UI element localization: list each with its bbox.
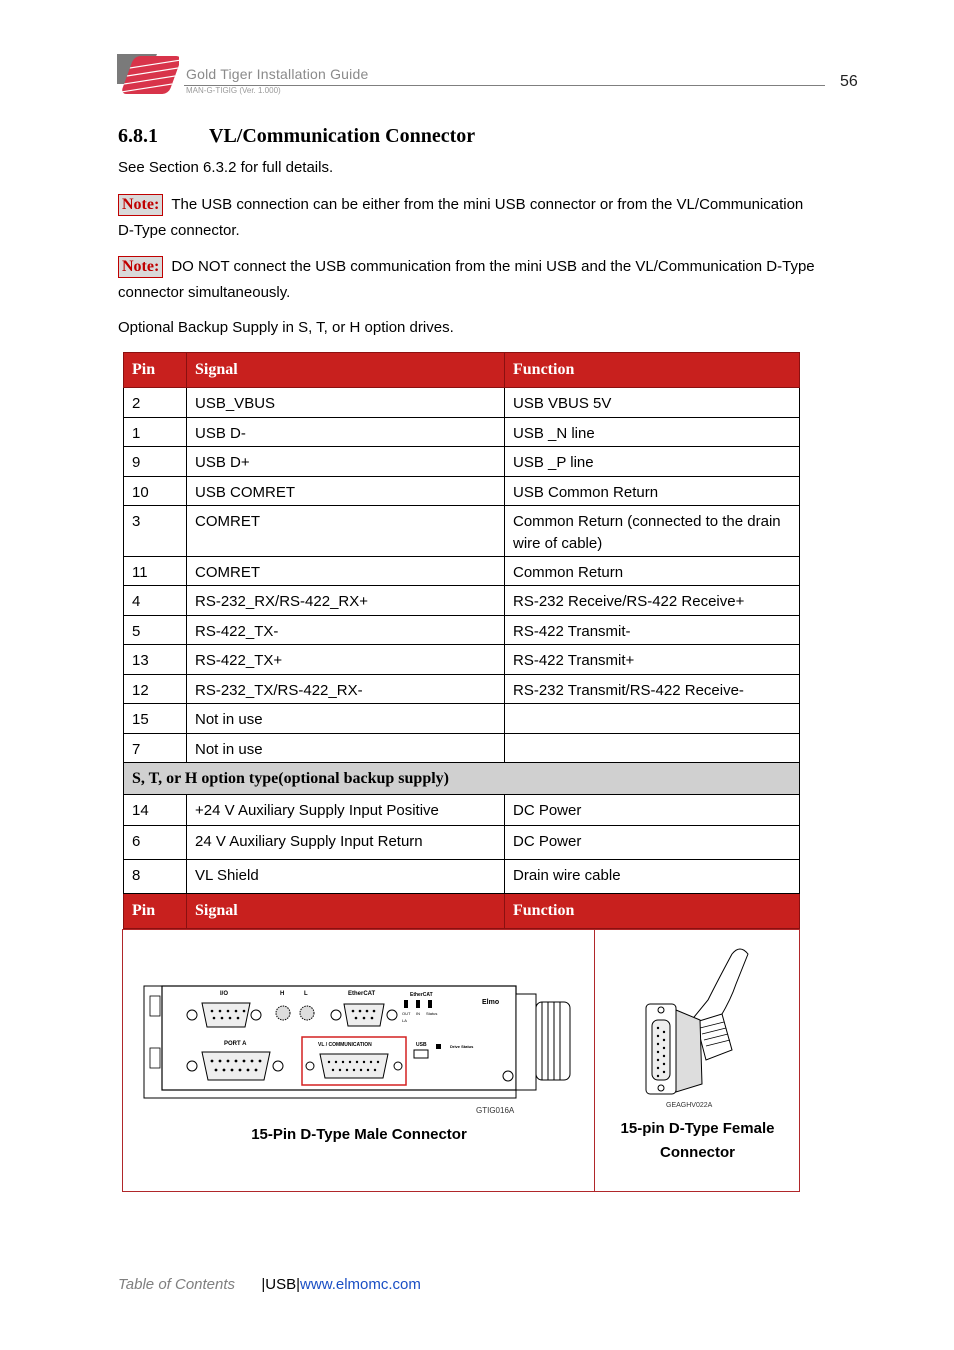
cell-pin: 13 [124, 645, 187, 675]
footer-separator: | [261, 1276, 266, 1293]
rotary-switch-l-icon [300, 1006, 314, 1020]
in-label: IN [416, 1011, 420, 1016]
document-code: MAN-G-TIGIG (Ver. 1.000) [186, 86, 281, 95]
footer-separator: | [296, 1276, 301, 1293]
status-label: Status [426, 1011, 438, 1016]
ethercat-label: EtherCAT [348, 991, 376, 997]
group-header-row [124, 763, 800, 795]
header-pin: Pin [124, 894, 187, 929]
cell-signal: RS-422_TX- [187, 616, 505, 645]
cell-signal: VL Shield [187, 860, 505, 894]
vl-comm-label: VL / COMMUNICATION [318, 1042, 372, 1048]
cell-signal: RS-232_RX/RS-422_RX+ [187, 586, 505, 616]
cell-function: USB _N line [505, 418, 800, 447]
header-signal: Signal [187, 894, 505, 929]
usb-label: USB [416, 1042, 427, 1048]
section-title: VL/Communication Connector [209, 125, 476, 147]
table-row [124, 645, 800, 675]
female-figure-code: GEAGHV022A [666, 1102, 713, 1109]
table-row [124, 557, 800, 586]
io-label: I/O [220, 991, 229, 997]
table-row [124, 506, 800, 557]
out-label: OUT [402, 1011, 411, 1016]
note-label: Note: [118, 194, 163, 216]
drive-panel-diagram [140, 980, 580, 1130]
cell-function [505, 704, 800, 734]
cell-pin: 2 [124, 388, 187, 418]
page-footer [118, 1276, 421, 1293]
table-of-contents-link[interactable]: Table of Contents [118, 1276, 236, 1293]
female-dtype-connector-icon [636, 944, 766, 1112]
header-signal: Signal [187, 353, 505, 388]
note-2 [118, 254, 818, 306]
cell-signal: +24 V Auxiliary Supply Input Positive [187, 795, 505, 826]
table-row [124, 616, 800, 645]
cell-pin: 3 [124, 506, 187, 557]
cell-signal: COMRET [187, 557, 505, 586]
cell-pin: 10 [124, 477, 187, 506]
cell-pin: 15 [124, 704, 187, 734]
cell-signal: USB D+ [187, 447, 505, 477]
cell-function: DC Power [505, 795, 800, 826]
table-row [124, 734, 800, 763]
header-function: Function [505, 894, 800, 929]
page-number: 56 [840, 73, 858, 90]
rotary-switch-h-icon [276, 1006, 290, 1020]
port-a-label: PORT A [224, 1041, 247, 1047]
cell-pin: 6 [124, 826, 187, 860]
cell-signal: Not in use [187, 704, 505, 734]
figure-divider [594, 929, 595, 1192]
cell-signal: 24 V Auxiliary Supply Input Return [187, 826, 505, 860]
cell-function: RS-232 Transmit/RS-422 Receive- [505, 675, 800, 704]
male-figure-code: GTIG016A [476, 1106, 515, 1115]
table-row [124, 418, 800, 447]
optional-backup-text: Optional Backup Supply in S, T, or H option drives. [118, 319, 454, 336]
header-pin: Pin [124, 353, 187, 388]
cell-signal: Not in use [187, 734, 505, 763]
male-connector-caption: 15-Pin D-Type Male Connector [251, 1126, 467, 1143]
group-title: S, T, or H option type(optional backup supply) [124, 763, 800, 795]
pinout-table [123, 352, 800, 929]
note-label: Note: [118, 256, 163, 278]
elmo-logo-icon [117, 54, 179, 96]
header-function: Function [505, 353, 800, 388]
female-connector-caption: 15-pin D-Type Female Connector [620, 1120, 775, 1161]
cell-signal: USB D- [187, 418, 505, 447]
website-link[interactable]: www.elmomc.com [300, 1276, 421, 1293]
cell-pin: 7 [124, 734, 187, 763]
table-row [124, 477, 800, 506]
cell-pin: 12 [124, 675, 187, 704]
cell-signal: RS-232_TX/RS-422_RX- [187, 675, 505, 704]
table-row [124, 704, 800, 734]
table-row [124, 447, 800, 477]
table-footer-header-row [124, 894, 800, 929]
section-number: 6.8.1 [118, 125, 158, 147]
cell-function: RS-422 Transmit- [505, 616, 800, 645]
cell-function: DC Power [505, 826, 800, 860]
see-section-text: See Section 6.3.2 for full details. [118, 159, 334, 176]
drive-status-label: Drive Status [450, 1044, 474, 1049]
cell-function: Common Return (connected to the drain wire of cable) [505, 506, 800, 557]
cell-pin: 8 [124, 860, 187, 894]
cell-pin: 9 [124, 447, 187, 477]
l-label: L [304, 991, 308, 997]
cell-function: RS-422 Transmit+ [505, 645, 800, 675]
cell-function: RS-232 Receive/RS-422 Receive+ [505, 586, 800, 616]
cell-function: USB VBUS 5V [505, 388, 800, 418]
la-label: LA [402, 1018, 407, 1023]
table-row [124, 388, 800, 418]
document-title: Gold Tiger Installation Guide [186, 66, 369, 82]
note-1 [118, 192, 818, 244]
cell-signal: COMRET [187, 506, 505, 557]
h-label: H [280, 991, 285, 997]
cell-pin: 4 [124, 586, 187, 616]
cell-pin: 14 [124, 795, 187, 826]
cell-pin: 5 [124, 616, 187, 645]
cell-function: USB _P line [505, 447, 800, 477]
table-header-row [124, 353, 800, 388]
cell-function [505, 734, 800, 763]
brand-label: Elmo [482, 999, 500, 1006]
ethercat-led-label: EtherCAT [410, 992, 433, 998]
cell-function: USB Common Return [505, 477, 800, 506]
note-2-text: DO NOT connect the USB communication from the mini USB and the VL/Communication D-Type connector simultaneously. [118, 258, 815, 301]
table-row [124, 860, 800, 894]
cell-pin: 11 [124, 557, 187, 586]
table-row [124, 675, 800, 704]
cell-pin: 1 [124, 418, 187, 447]
table-row [124, 826, 800, 860]
usb-port-icon [414, 1050, 428, 1058]
note-1-text: The USB connection can be either from the mini USB connector or from the VL/Communication D-Type connector. [118, 196, 804, 239]
cable-gland-icon [516, 994, 570, 1090]
cell-function: Drain wire cable [505, 860, 800, 894]
table-row [124, 795, 800, 826]
cell-signal: USB_VBUS [187, 388, 505, 418]
footer-usb: USB [265, 1276, 297, 1293]
cell-signal: USB COMRET [187, 477, 505, 506]
cell-function: Common Return [505, 557, 800, 586]
table-row [124, 586, 800, 616]
cell-signal: RS-422_TX+ [187, 645, 505, 675]
